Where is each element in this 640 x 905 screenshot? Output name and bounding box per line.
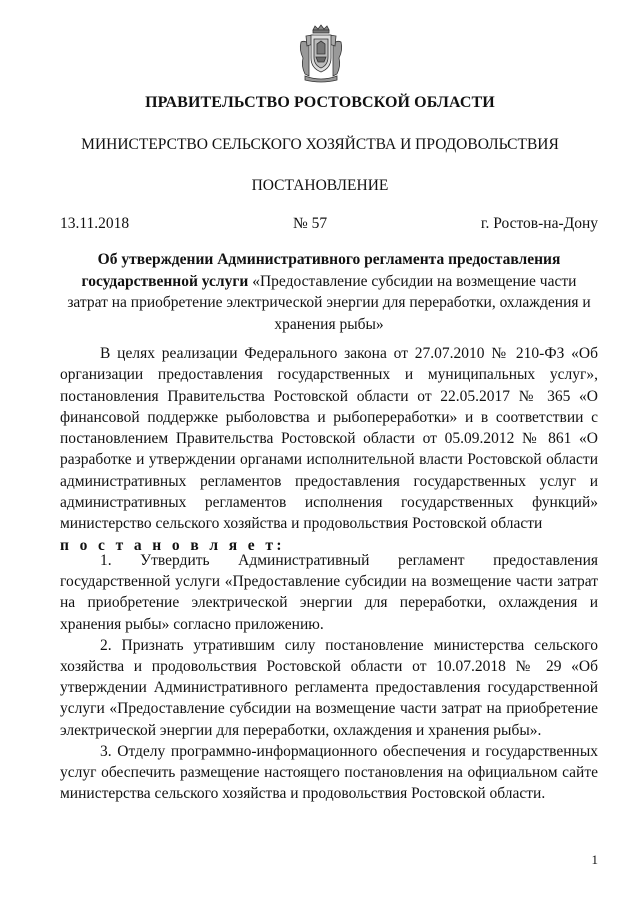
preamble-block <box>60 343 598 556</box>
preamble-paragraph: В целях реализации Федерального закона от 27.07.2010 № 210-ФЗ «Об организации предоставления государственных и муниципальных услуг», постановления Правительства Ростовской области от 22.05.2017 № 365 «О финансовой поддержке рыболовства и рыбопереработки» и в соответствии с постановлением Правительства Ростовской области от 05.09.2012 № 861 «О разработке и утверждении органами исполнительной власти Ростовской области административных регламентов предоставления государственных услуг и административных регламентов исполнения государственных функций» министерство сельского хозяйства и продовольствия Ростовской области <box>60 345 598 533</box>
document-place: г. Ростов-на-Дону <box>480 215 598 232</box>
resolution-item: 3. Отделу программно-информационного обеспечения и государственных услуг обеспечить размещение настоящего постановления на официальном сайте министерства сельского хозяйства и продовольствия Ростовской области. <box>60 742 598 803</box>
title-bold: Об утверждении Административного регламента предоставления государственной услуги <box>81 251 561 290</box>
resolution-item: 2. Признать утратившим силу постановление министерства сельского хозяйства и продовольствия Ростовской области от 10.07.2018 № 29 «Об утверждении Административного регламента предоставления государственной услуги «Предоставление субсидии на возмещение части затрат на приобретение электрической энергии для переработки, охлаждения и хранения рыбы». <box>60 636 598 739</box>
document-type: ПОСТАНОВЛЕНИЕ <box>251 177 389 194</box>
resolves-word: п о с т а н о в л я е т: <box>60 536 285 554</box>
document-title <box>60 249 598 335</box>
document-number: № 57 <box>293 215 328 232</box>
ministry-heading: МИНИСТЕРСТВО СЕЛЬСКОГО ХОЗЯЙСТВА И ПРОДОВОЛЬСТВИЯ <box>81 136 559 153</box>
document-date: 13.11.2018 <box>60 215 130 232</box>
document-meta <box>60 215 598 235</box>
resolution-item: 1. Утвердить Административный регламент предоставления государственной услуги «Предоставление субсидии на возмещение части затрат на приобретение электрической энергии для переработки, охлаждения и хранения рыбы» согласно приложению. <box>60 552 598 633</box>
coat-of-arms-icon <box>297 24 345 84</box>
title-regular: «Предоставление субсидии на возмещение части затрат на приобретение электрической энергии для переработки, охлаждения и хранения рыбы» <box>67 272 591 333</box>
government-heading: ПРАВИТЕЛЬСТВО РОСТОВСКОЙ ОБЛАСТИ <box>145 94 495 111</box>
page-number: 1 <box>591 852 598 867</box>
resolution-items <box>60 550 598 804</box>
